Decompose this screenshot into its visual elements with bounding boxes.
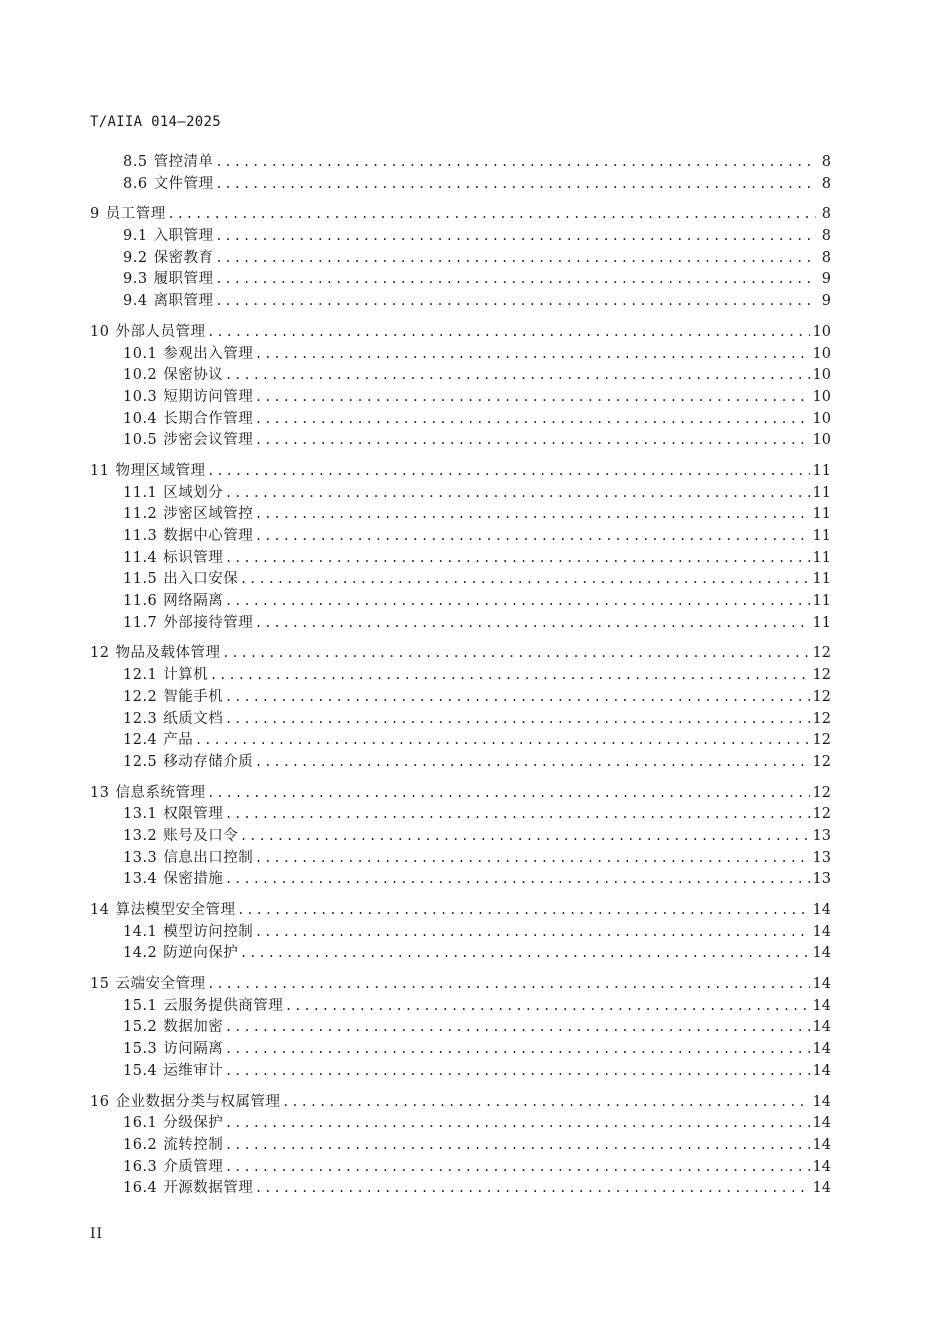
toc-entry-page: 14 [812, 1158, 831, 1175]
toc-entry-number: 13.4 [123, 871, 158, 888]
toc-entry-page: 12 [812, 806, 831, 823]
toc-entry-title: 管控清单 [153, 154, 214, 170]
toc-section-entry[interactable] [90, 1061, 831, 1083]
dot-leader [226, 1135, 809, 1157]
dot-leader [217, 174, 816, 196]
toc-entry-number: 10.3 [123, 388, 158, 405]
dot-leader [217, 269, 816, 291]
toc-entry-title: 数据中心管理 [163, 528, 254, 544]
toc-chapter-entry[interactable] [90, 783, 831, 805]
toc-section-entry[interactable] [90, 943, 831, 965]
toc-entry-number: 9.1 [123, 228, 148, 245]
toc-entry-page: 14 [812, 923, 831, 940]
toc-entry-number: 11 [90, 462, 110, 479]
toc-entry-number: 16.2 [123, 1136, 158, 1153]
document-code: T/AIIA 014—2025 [90, 114, 221, 130]
toc-entry-title: 出入口安保 [163, 571, 239, 588]
dot-leader [211, 665, 809, 687]
toc-entry-title: 参观出入管理 [163, 345, 254, 362]
dot-leader [256, 387, 809, 409]
toc-entry-page: 11 [812, 571, 831, 588]
toc-entry-number: 9 [90, 206, 100, 223]
toc-entry-page: 12 [812, 784, 831, 801]
dot-leader [241, 826, 809, 848]
toc-entry-title: 离职管理 [153, 293, 214, 310]
dot-leader [208, 783, 809, 805]
toc-entry-number: 15.2 [123, 1019, 158, 1036]
toc-entry-number: 15 [90, 976, 110, 993]
toc-section-entry[interactable] [90, 826, 831, 848]
dot-leader [226, 548, 809, 570]
dot-leader [226, 1061, 809, 1083]
toc-entry-title: 账号及口令 [163, 827, 239, 844]
toc-entry-title: 网络隔离 [163, 593, 224, 610]
toc-section-entry[interactable] [90, 526, 831, 548]
toc-entry-number: 13.3 [123, 849, 158, 866]
toc-entry-page: 10 [812, 410, 831, 427]
dot-leader [196, 730, 809, 752]
toc-entry-title: 移动存储介质 [163, 753, 254, 770]
toc-section-entry[interactable] [90, 569, 831, 591]
toc-entry-number: 11.6 [123, 593, 158, 610]
toc-entry-page: 9 [821, 293, 831, 310]
toc-section-entry[interactable] [90, 269, 831, 291]
dot-leader [226, 483, 809, 505]
toc-entry-page: 14 [812, 1062, 831, 1079]
toc-entry-page: 8 [821, 249, 831, 266]
toc-entry-title: 短期访问管理 [163, 388, 254, 405]
toc-entry-title: 物品及载体管理 [115, 645, 221, 662]
toc-entry-page: 8 [821, 175, 831, 192]
toc-entry-page: 12 [812, 667, 831, 684]
toc-entry-number: 8.5 [123, 154, 148, 170]
toc-entry-number: 14.2 [123, 945, 158, 962]
dot-leader [226, 591, 809, 613]
toc-entry-title: 纸质文档 [163, 710, 224, 727]
toc-entry-title: 信息系统管理 [115, 784, 206, 801]
dot-leader [238, 900, 809, 922]
toc-entry-number: 13.2 [123, 827, 158, 844]
toc-entry-number: 10.2 [123, 367, 158, 384]
toc-entry-page: 8 [821, 154, 831, 170]
dot-leader [256, 752, 809, 774]
dot-leader [208, 322, 809, 344]
toc-entry-title: 企业数据分类与权属管理 [115, 1093, 281, 1110]
toc-entry-number: 9.3 [123, 271, 148, 288]
dot-leader [226, 687, 809, 709]
toc-entry-title: 模型访问控制 [163, 923, 254, 940]
toc-entry-page: 14 [812, 945, 831, 962]
toc-entry-page: 12 [812, 753, 831, 770]
toc-entry-number: 15.4 [123, 1062, 158, 1079]
toc-entry-number: 9.4 [123, 293, 148, 310]
toc-entry-page: 11 [812, 614, 831, 631]
toc-entry-number: 12.1 [123, 667, 158, 684]
toc-group [90, 900, 831, 965]
toc-section-entry[interactable] [90, 409, 831, 431]
dot-leader [256, 848, 809, 870]
toc-entry-number: 13.1 [123, 806, 158, 823]
toc-section-entry[interactable] [90, 752, 831, 774]
toc-entry-title: 云端安全管理 [115, 976, 206, 993]
toc-section-entry[interactable] [90, 1178, 831, 1200]
toc-entry-page: 14 [812, 997, 831, 1014]
toc-entry-title: 区域划分 [163, 484, 224, 501]
toc-group [90, 1092, 831, 1200]
toc-entry-number: 16.4 [123, 1180, 158, 1197]
toc-entry-title: 员工管理 [105, 206, 166, 223]
toc-chapter-entry[interactable] [90, 322, 831, 344]
toc-entry-number: 13 [90, 784, 110, 801]
toc-entry-page: 12 [812, 645, 831, 662]
toc-section-entry[interactable] [90, 922, 831, 944]
toc-entry-number: 12.4 [123, 732, 158, 749]
toc-section-entry[interactable] [90, 387, 831, 409]
toc-section-entry[interactable] [90, 665, 831, 687]
toc-section-entry[interactable] [90, 1017, 831, 1039]
toc-section-entry[interactable] [90, 174, 831, 196]
toc-entry-page: 13 [812, 871, 831, 888]
toc-entry-title: 涉密会议管理 [163, 432, 254, 449]
toc-entry-page: 10 [812, 388, 831, 405]
toc-entry-title: 数据加密 [163, 1019, 224, 1036]
dot-leader [169, 204, 816, 226]
toc-entry-page: 12 [812, 732, 831, 749]
toc-section-entry[interactable] [90, 804, 831, 826]
toc-section-entry[interactable] [90, 848, 831, 870]
toc-entry-number: 10.1 [123, 345, 158, 362]
toc-entry-number: 8.6 [123, 175, 148, 192]
toc-entry-title: 涉密区域管控 [163, 506, 254, 523]
toc-entry-title: 履职管理 [153, 271, 214, 288]
toc-entry-title: 标识管理 [163, 549, 224, 566]
dot-leader [226, 1157, 809, 1179]
toc-section-entry[interactable] [90, 365, 831, 387]
toc-entry-title: 访问隔离 [163, 1041, 224, 1058]
page-number: II [90, 1226, 104, 1242]
toc-section-entry[interactable] [90, 344, 831, 366]
toc-entry-number: 12.5 [123, 753, 158, 770]
toc-entry-page: 14 [812, 976, 831, 993]
toc-section-entry[interactable] [90, 152, 831, 174]
toc-entry-page: 12 [812, 710, 831, 727]
toc-entry-page: 11 [812, 506, 831, 523]
toc-entry-title: 文件管理 [153, 175, 214, 192]
toc-section-entry[interactable] [90, 548, 831, 570]
toc-group [90, 783, 831, 891]
toc-entry-page: 11 [812, 549, 831, 566]
toc-entry-page: 8 [821, 228, 831, 245]
toc-entry-page: 14 [812, 1180, 831, 1197]
toc-section-entry[interactable] [90, 591, 831, 613]
toc-entry-title: 防逆向保护 [163, 945, 239, 962]
toc-entry-number: 16.3 [123, 1158, 158, 1175]
toc-entry-page: 14 [812, 1115, 831, 1132]
toc-entry-page: 13 [812, 827, 831, 844]
table-of-contents [90, 152, 831, 1200]
toc-entry-number: 10 [90, 323, 110, 340]
dot-leader [256, 430, 809, 452]
toc-chapter-entry[interactable] [90, 204, 831, 226]
toc-entry-title: 外部接待管理 [163, 614, 254, 631]
toc-entry-page: 13 [812, 849, 831, 866]
toc-entry-number: 11.7 [123, 614, 158, 631]
toc-entry-title: 权限管理 [163, 806, 224, 823]
dot-leader [256, 922, 809, 944]
toc-section-entry[interactable] [90, 730, 831, 752]
dot-leader [226, 1113, 809, 1135]
toc-entry-page: 14 [812, 1093, 831, 1110]
dot-leader [208, 461, 809, 483]
dot-leader [283, 1092, 809, 1114]
dot-leader [217, 152, 816, 174]
toc-section-entry[interactable] [90, 483, 831, 505]
toc-entry-title: 开源数据管理 [163, 1180, 254, 1197]
toc-chapter-entry[interactable] [90, 461, 831, 483]
toc-entry-title: 介质管理 [163, 1158, 224, 1175]
toc-entry-number: 11.5 [123, 571, 158, 588]
toc-entry-title: 物理区域管理 [115, 462, 206, 479]
toc-entry-page: 11 [812, 484, 831, 501]
toc-entry-page: 11 [812, 593, 831, 610]
toc-entry-page: 10 [812, 323, 831, 340]
toc-entry-number: 15.3 [123, 1041, 158, 1058]
toc-group [90, 322, 831, 452]
toc-chapter-entry[interactable] [90, 643, 831, 665]
dot-leader [217, 226, 816, 248]
toc-section-entry[interactable] [90, 226, 831, 248]
dot-leader [256, 1178, 809, 1200]
toc-entry-title: 保密教育 [153, 249, 214, 266]
toc-section-entry[interactable] [90, 504, 831, 526]
toc-entry-title: 计算机 [163, 667, 209, 684]
toc-entry-number: 10.5 [123, 432, 158, 449]
toc-section-entry[interactable] [90, 709, 831, 731]
toc-entry-page: 14 [812, 1136, 831, 1153]
toc-entry-title: 云服务提供商管理 [163, 997, 284, 1014]
toc-entry-page: 12 [812, 688, 831, 705]
toc-section-entry[interactable] [90, 1039, 831, 1061]
toc-section-entry[interactable] [90, 869, 831, 891]
toc-entry-number: 14.1 [123, 923, 158, 940]
toc-group [90, 974, 831, 1082]
toc-group [90, 204, 831, 312]
dot-leader [226, 804, 809, 826]
toc-entry-title: 分级保护 [163, 1115, 224, 1132]
dot-leader [217, 291, 816, 313]
toc-entry-page: 11 [812, 462, 831, 479]
toc-entry-number: 11.3 [123, 528, 158, 544]
dot-leader [241, 943, 809, 965]
toc-entry-title: 长期合作管理 [163, 410, 254, 427]
dot-leader [256, 504, 809, 526]
toc-entry-page: 10 [812, 345, 831, 362]
toc-entry-number: 16.1 [123, 1115, 158, 1132]
dot-leader [226, 869, 809, 891]
dot-leader [226, 709, 809, 731]
toc-entry-title: 流转控制 [163, 1136, 224, 1153]
toc-entry-page: 11 [812, 528, 831, 544]
dot-leader [226, 1039, 809, 1061]
toc-entry-number: 16 [90, 1093, 110, 1110]
toc-chapter-entry[interactable] [90, 900, 831, 922]
dot-leader [256, 526, 809, 548]
dot-leader [256, 344, 809, 366]
toc-entry-title: 外部人员管理 [115, 323, 206, 340]
toc-section-entry[interactable] [90, 291, 831, 313]
toc-entry-page: 8 [821, 206, 831, 223]
toc-section-entry[interactable] [90, 430, 831, 452]
toc-group [90, 643, 831, 773]
toc-section-entry[interactable] [90, 1135, 831, 1157]
toc-section-entry[interactable] [90, 1113, 831, 1135]
toc-entry-number: 11.2 [123, 506, 158, 523]
toc-entry-number: 15.1 [123, 997, 158, 1014]
toc-entry-title: 保密协议 [163, 367, 224, 384]
toc-section-entry[interactable] [90, 248, 831, 270]
toc-entry-number: 11.4 [123, 549, 158, 566]
toc-entry-title: 保密措施 [163, 871, 224, 888]
toc-entry-number: 9.2 [123, 249, 148, 266]
toc-entry-title: 智能手机 [163, 688, 224, 705]
toc-entry-page: 14 [812, 1019, 831, 1036]
toc-entry-page: 14 [812, 1041, 831, 1058]
dot-leader [241, 569, 809, 591]
toc-chapter-entry[interactable] [90, 974, 831, 996]
dot-leader [256, 409, 809, 431]
toc-entry-page: 10 [812, 432, 831, 449]
toc-section-entry[interactable] [90, 613, 831, 635]
toc-entry-title: 运维审计 [163, 1062, 224, 1079]
toc-entry-title: 算法模型安全管理 [115, 902, 236, 918]
toc-entry-number: 12 [90, 645, 110, 662]
toc-entry-number: 12.2 [123, 688, 158, 705]
toc-entry-title: 产品 [163, 732, 194, 749]
dot-leader [226, 1017, 809, 1039]
toc-entry-page: 10 [812, 367, 831, 384]
toc-entry-page: 9 [821, 271, 831, 288]
dot-leader [256, 613, 809, 635]
dot-leader [226, 365, 809, 387]
toc-chapter-entry[interactable] [90, 1092, 831, 1114]
toc-section-entry[interactable] [90, 1157, 831, 1179]
toc-entry-number: 14 [90, 902, 110, 918]
toc-group [90, 461, 831, 635]
toc-entry-title: 信息出口控制 [163, 849, 254, 866]
toc-entry-number: 12.3 [123, 710, 158, 727]
toc-section-entry[interactable] [90, 996, 831, 1018]
toc-entry-title: 入职管理 [153, 228, 214, 245]
dot-leader [217, 248, 816, 270]
toc-group [90, 152, 831, 195]
dot-leader [286, 996, 809, 1018]
dot-leader [223, 643, 809, 665]
toc-entry-page: 14 [812, 902, 831, 918]
toc-entry-number: 11.1 [123, 484, 158, 501]
toc-entry-number: 10.4 [123, 410, 158, 427]
dot-leader [208, 974, 809, 996]
toc-section-entry[interactable] [90, 687, 831, 709]
